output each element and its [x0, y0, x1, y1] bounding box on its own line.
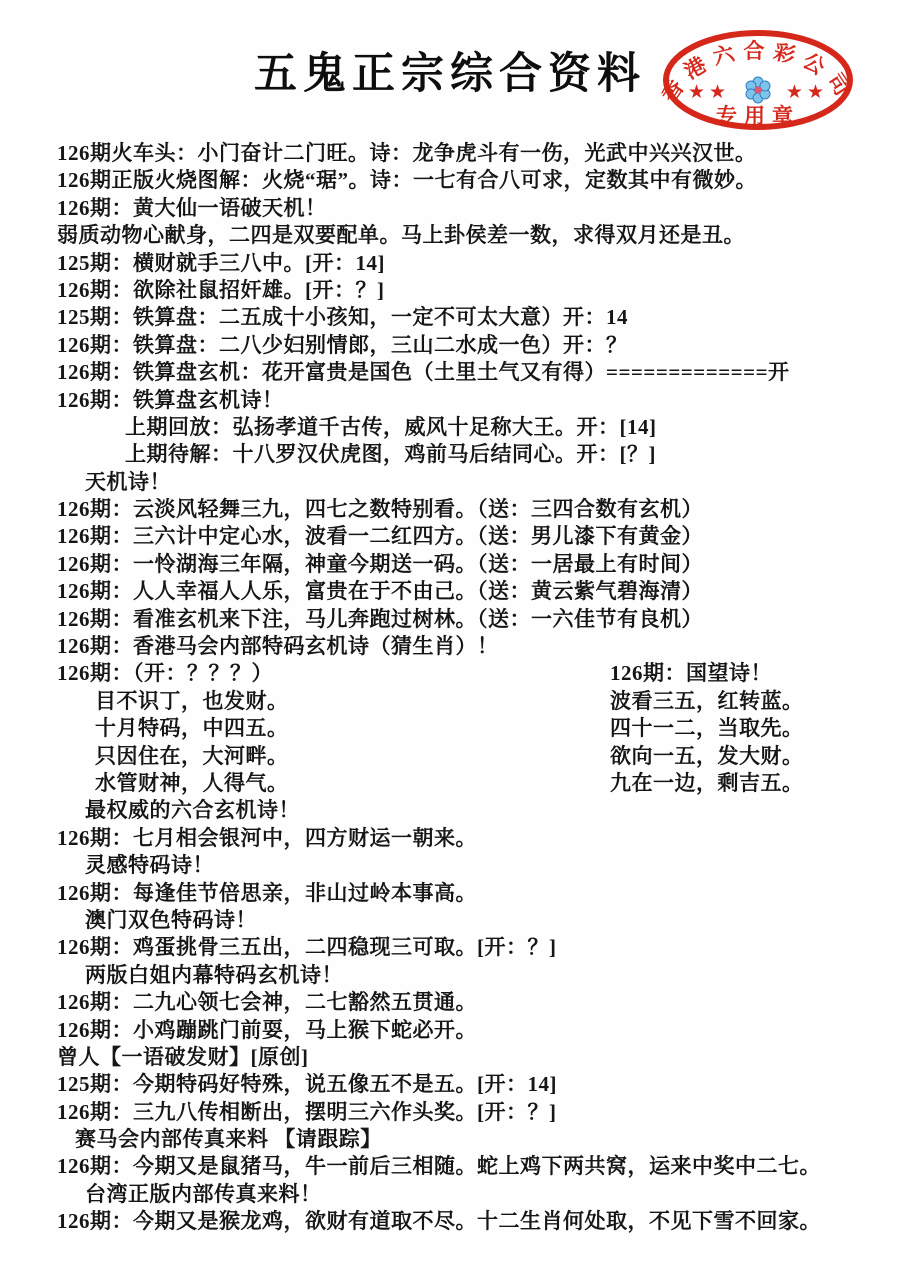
page-title: 五鬼正宗综合资料 [254, 50, 646, 98]
text-line [0, 578, 900, 605]
line-text: 只因住在，大河畔。 [95, 743, 289, 768]
line-text: 126期：一怜湖海三年隔，神童今期送一码。（送：一居最上有时间） [57, 551, 703, 576]
line-text: 126期：欲除社鼠招奸雄。[开：？] [57, 277, 385, 302]
stamp-stars-right: ★★ [785, 82, 828, 103]
line-text: 126期：三九八传相断出，摆明三六作头奖。[开：？] [57, 1099, 557, 1124]
text-line [0, 934, 900, 961]
line-text: 弱质动物心献身，二四是双要配单。马上卦侯差一数，求得双月还是丑。 [57, 223, 745, 248]
line-text: 上期回放：弘扬孝道千古传，威风十足称大王。开：[14] [125, 414, 657, 439]
text-line [0, 1126, 900, 1153]
text-line [0, 414, 900, 441]
line-text: 125期：横财就手三八中。[开：14] [57, 250, 385, 275]
line-text: 126期正版火烧图解：火烧“琚”。诗：一七有合八可求，定数其中有微妙。 [57, 168, 757, 193]
line-text: 126期：小鸡蹦跳门前耍，马上猴下蛇必开。 [57, 1017, 477, 1042]
line-text: 十月特码，中四五。 [95, 716, 289, 741]
stamp-flower-icon [746, 77, 770, 103]
text-line [0, 167, 900, 194]
line-text-right: 欲向一五，发大财。 [610, 743, 804, 768]
text-line [0, 962, 900, 989]
text-line [0, 633, 900, 660]
line-text-right: 126期：国望诗！ [610, 661, 772, 686]
text-line [0, 989, 900, 1016]
text-line [0, 688, 900, 715]
text-line [0, 797, 900, 824]
line-text: 最权威的六合玄机诗！ [85, 798, 300, 823]
line-text: 126期：今期又是鼠猪马，牛一前后三相随。蛇上鸡下两共窝，运来中奖中二七。 [57, 1154, 821, 1179]
text-line [0, 469, 900, 496]
line-text: 126期：七月相会银河中，四方财运一朝来。 [57, 825, 477, 850]
line-text-right: 九在一边，剩吉五。 [610, 770, 804, 795]
line-text: 126期：（开：？？？） [57, 661, 273, 686]
line-text: 赛马会内部传真来料 【请跟踪】 [75, 1127, 382, 1152]
line-text: 126期：二九心领七会神，二七豁然五贯通。 [57, 990, 477, 1015]
line-text: 曾人【一语破发财】[原创] [57, 1044, 309, 1069]
line-text: 126期：香港马会内部特码玄机诗（猜生肖）！ [57, 634, 499, 659]
text-line [0, 880, 900, 907]
content-lines [0, 140, 900, 1236]
text-line [0, 195, 900, 222]
text-line [0, 551, 900, 578]
text-line [0, 1153, 900, 1180]
text-line [0, 359, 900, 386]
text-line [0, 770, 900, 797]
line-text-right: 波看三五，红转蓝。 [610, 688, 804, 713]
text-line [0, 332, 900, 359]
text-line [0, 1017, 900, 1044]
text-line [0, 660, 900, 687]
line-text: 126期：铁算盘：二八少妇别情郎，三山二水成一色）开：？ [57, 332, 628, 357]
line-text: 天机诗！ [85, 469, 171, 494]
line-text: 126期：看准玄机来下注，马儿奔跑过树林。（送：一六佳节有良机） [57, 606, 703, 631]
line-text-right: 四十一二，当取先。 [610, 716, 804, 741]
line-text: 126期：铁算盘玄机：花开富贵是国色（土里土气又有得）=============开 [57, 360, 790, 385]
line-text: 126期火车头：小门奋计二门旺。诗：龙争虎斗有一伤，光武中兴兴汉世。 [57, 141, 757, 165]
text-line [0, 1208, 900, 1235]
text-line [0, 387, 900, 414]
line-text: 126期：每逢佳节倍思亲，非山过岭本事高。 [57, 880, 477, 905]
line-text: 126期：鸡蛋挑骨三五出，二四稳现三可取。[开：？] [57, 935, 557, 960]
line-text: 125期：今期特码好特殊，说五像五不是五。[开：14] [57, 1072, 557, 1097]
line-text: 126期：云淡风轻舞三九，四七之数特别看。（送：三四合数有玄机） [57, 497, 703, 522]
text-line [0, 715, 900, 742]
text-line [0, 907, 900, 934]
text-line [0, 250, 900, 277]
text-line [0, 1181, 900, 1208]
line-text: 目不识丁，也发财。 [95, 688, 289, 713]
text-line [0, 140, 900, 167]
line-text: 台湾正版内部传真来料！ [85, 1181, 322, 1206]
text-line [0, 441, 900, 468]
line-text: 126期：人人幸福人人乐，富贵在于不由己。（送：黄云紫气碧海清） [57, 579, 703, 604]
line-text: 126期：今期又是猴龙鸡，欲财有道取不尽。十二生肖何处取，不见下雪不回家。 [57, 1209, 821, 1234]
line-text: 126期：铁算盘玄机诗！ [57, 387, 284, 412]
text-line [0, 1044, 900, 1071]
text-line [0, 304, 900, 331]
stamp-arc-text: 香港六合彩公司 [658, 40, 858, 107]
text-line [0, 852, 900, 879]
line-text: 125期：铁算盘：二五成十小孩知，一定不可太大意）开：14 [57, 305, 628, 330]
text-line [0, 496, 900, 523]
line-text: 上期待解：十八罗汉伏虎图，鸡前马后结同心。开：[？] [125, 442, 656, 467]
text-line [0, 825, 900, 852]
line-text: 水管财神，人得气。 [95, 770, 289, 795]
text-line [0, 1099, 900, 1126]
text-line [0, 606, 900, 633]
text-line [0, 523, 900, 550]
stamp-bottom-text: 专用章 [716, 105, 800, 128]
text-line [0, 222, 900, 249]
line-text: 灵感特码诗！ [85, 853, 214, 878]
line-text: 126期：黄大仙一语破天机！ [57, 195, 327, 220]
text-line [0, 1071, 900, 1098]
line-text: 126期：三六计中定心水，波看一二红四方。（送：男儿漆下有黄金） [57, 524, 703, 549]
company-stamp [658, 28, 858, 134]
line-text: 澳门双色特码诗！ [85, 907, 257, 932]
text-line [0, 277, 900, 304]
text-line [0, 743, 900, 770]
line-text: 两版白姐内幕特码玄机诗！ [85, 962, 343, 987]
stamp-stars-left: ★★ [688, 82, 731, 103]
